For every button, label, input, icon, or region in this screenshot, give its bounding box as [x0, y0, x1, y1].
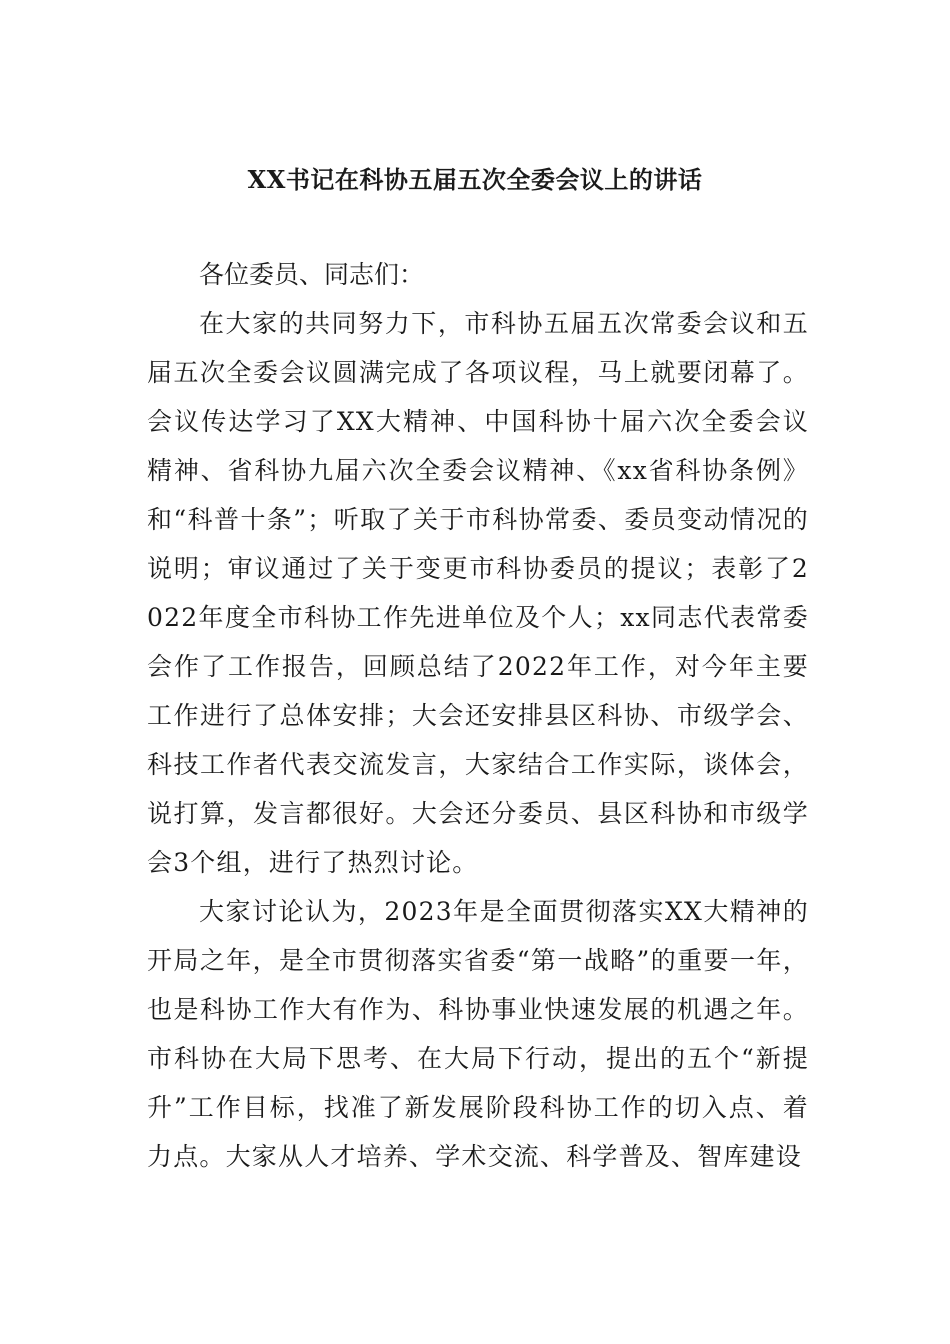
paragraph-1: 在大家的共同努力下，市科协五届五次常委会议和五届五次全委会议圆满完成了各项议程，马上就要闭幕了。会议传达学习了XX大精神、中国科协十届六次全委会议精神、省科协九届六次全委会议精神、《xx省科协条例》和“科普十条”；听取了关于市科协常委、委员变动情况的说明；审议通过了关于变更市科协委员的提议；表彰了2022年度全市科协工作先进单位及个人；xx同志代表常委会作了工作报告，回顾总结了2022年工作，对今年主要工作进行了总体安排；大会还安排县区科协、市级学会、科技工作者代表交流发言，大家结合工作实际，谈体会，说打算，发言都很好。大会还分委员、县区科协和市级学会3个组，进行了热烈讨论。 — [147, 309, 809, 877]
paragraph-2: 大家讨论认为，2023年是全面贯彻落实XX大精神的开局之年，是全市贯彻落实省委“第一战略”的重要一年，也是科协工作大有作为、科协事业快速发展的机遇之年。市科协在大局下思考、在大局下行动，提出的五个“新提升”工作目标，找准了新发展阶段科协工作的切入点、着力点。大家从人才培养、学术交流、科学普及、智库建设 — [147, 897, 809, 1171]
document-title: XX书记在科协五届五次全委会议上的讲话 — [247, 165, 703, 194]
salutation: 各位委员、同志们： — [199, 260, 425, 289]
document-body — [147, 250, 809, 1181]
